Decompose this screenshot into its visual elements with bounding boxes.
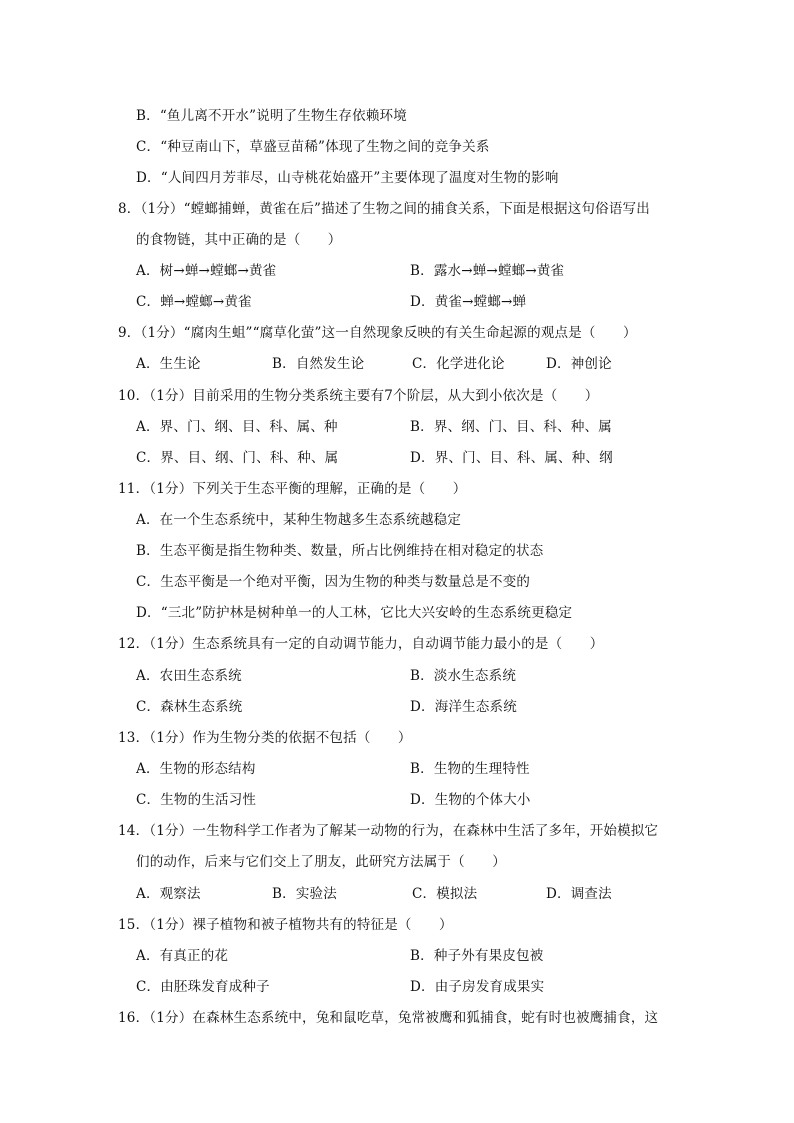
question-15-option-d: D．由子房发育成果实: [410, 979, 545, 995]
question-9-option-d: D．神创论: [546, 356, 612, 372]
question-14-option-d: D．调查法: [546, 886, 612, 902]
question-14-option-b: B．实验法: [272, 886, 337, 902]
question-14-stem: 14．（1分）一生物科学工作者为了解某一动物的行为，在森林中生活了多年，开始模拟它: [118, 823, 659, 839]
question-12-stem: 12．（1分）生态系统具有一定的自动调节能力，自动调节能力最小的是（ ）: [118, 636, 604, 652]
question-13-option-c: C．生物的生活习性: [136, 792, 257, 808]
question-15-option-a: A．有真正的花: [136, 948, 229, 964]
question-13-option-a: A．生物的形态结构: [136, 761, 256, 777]
question-13-option-b: B．生物的生理特性: [410, 761, 530, 777]
option-line-c: C．“种豆南山下，草盛豆苗稀”体现了生物之间的竞争关系: [136, 139, 490, 155]
question-12-option-b: B．淡水生态系统: [410, 668, 517, 684]
question-10-option-d: D．界、门、目、科、属、种、纲: [410, 450, 613, 466]
question-9-option-c: C．化学进化论: [412, 356, 505, 372]
question-14-option-a: A．观察法: [136, 886, 201, 902]
option-line-b: B．“鱼儿离不开水”说明了生物生存依赖环境: [136, 108, 407, 124]
question-11-option-c: C．生态平衡是一个绝对平衡，因为生物的种类与数量总是不变的: [136, 574, 531, 590]
option-line-d: D．“人间四月芳菲尽，山寺桃花始盛开”主要体现了温度对生物的影响: [136, 170, 559, 186]
question-8-stem: 8．（1分）“螳螂捕蝉，黄雀在后”描述了生物之间的捕食关系，下面是根据这句俗语写出: [118, 201, 650, 217]
question-10-option-b: B．界、纲、门、目、科、种、属: [410, 419, 612, 435]
question-11-option-d: D．“三北”防护林是树种单一的人工林，它比大兴安岭的生态系统更稳定: [136, 605, 573, 621]
question-16-stem: 16．（1分）在森林生态系统中，兔和鼠吃草，兔常被鹰和狐捕食，蛇有时也被鹰捕食，这: [118, 1010, 659, 1026]
question-12-option-d: D．海洋生态系统: [410, 699, 517, 715]
question-8-option-b: B．露水→蝉→螳螂→黄雀: [410, 263, 565, 279]
question-14-stem-cont: 们的动作，后来与它们交上了朋友，此研究方法属于（ ）: [136, 854, 506, 870]
question-8-option-a: A．树→蝉→螳螂→黄雀: [136, 263, 277, 279]
question-9-stem: 9．（1分）“腐肉生蛆”“腐草化萤”这一自然现象反映的有关生命起源的观点是（ ）: [118, 325, 637, 341]
question-15-option-b: B．种子外有果皮包被: [410, 948, 544, 964]
question-10-option-a: A．界、门、纲、目、科、属、种: [136, 419, 338, 435]
question-14-option-c: C．模拟法: [412, 886, 478, 902]
question-13-stem: 13．（1分）作为生物分类的依据不包括（ ）: [118, 730, 412, 746]
question-8-stem-cont: 的食物链，其中正确的是（ ）: [136, 232, 342, 248]
question-8-option-d: D．黄雀→螳螂→蝉: [410, 294, 527, 310]
question-9-option-b: B．自然发生论: [272, 356, 365, 372]
question-13-option-d: D．生物的个体大小: [410, 792, 531, 808]
question-12-option-a: A．农田生态系统: [136, 668, 242, 684]
question-15-stem: 15．（1分）裸子植物和被子植物共有的特征是（ ）: [118, 917, 453, 933]
question-12-option-c: C．森林生态系统: [136, 699, 243, 715]
question-10-option-c: C．界、目、纲、门、科、种、属: [136, 450, 339, 466]
question-11-option-b: B．生态平衡是指生物种类、数量，所占比例维持在相对稳定的状态: [136, 543, 544, 559]
question-8-option-c: C．蝉→螳螂→黄雀: [136, 294, 252, 310]
question-11-stem: 11．（1分）下列关于生态平衡的理解，正确的是（ ）: [118, 481, 467, 497]
question-10-stem: 10．（1分）目前采用的生物分类系统主要有7个阶层，从大到小依次是（ ）: [118, 388, 599, 404]
question-9-option-a: A．生生论: [136, 356, 201, 372]
question-15-option-c: C．由胚珠发育成种子: [136, 979, 270, 995]
question-11-option-a: A．在一个生态系统中，某种生物越多生态系统越稳定: [136, 512, 462, 528]
